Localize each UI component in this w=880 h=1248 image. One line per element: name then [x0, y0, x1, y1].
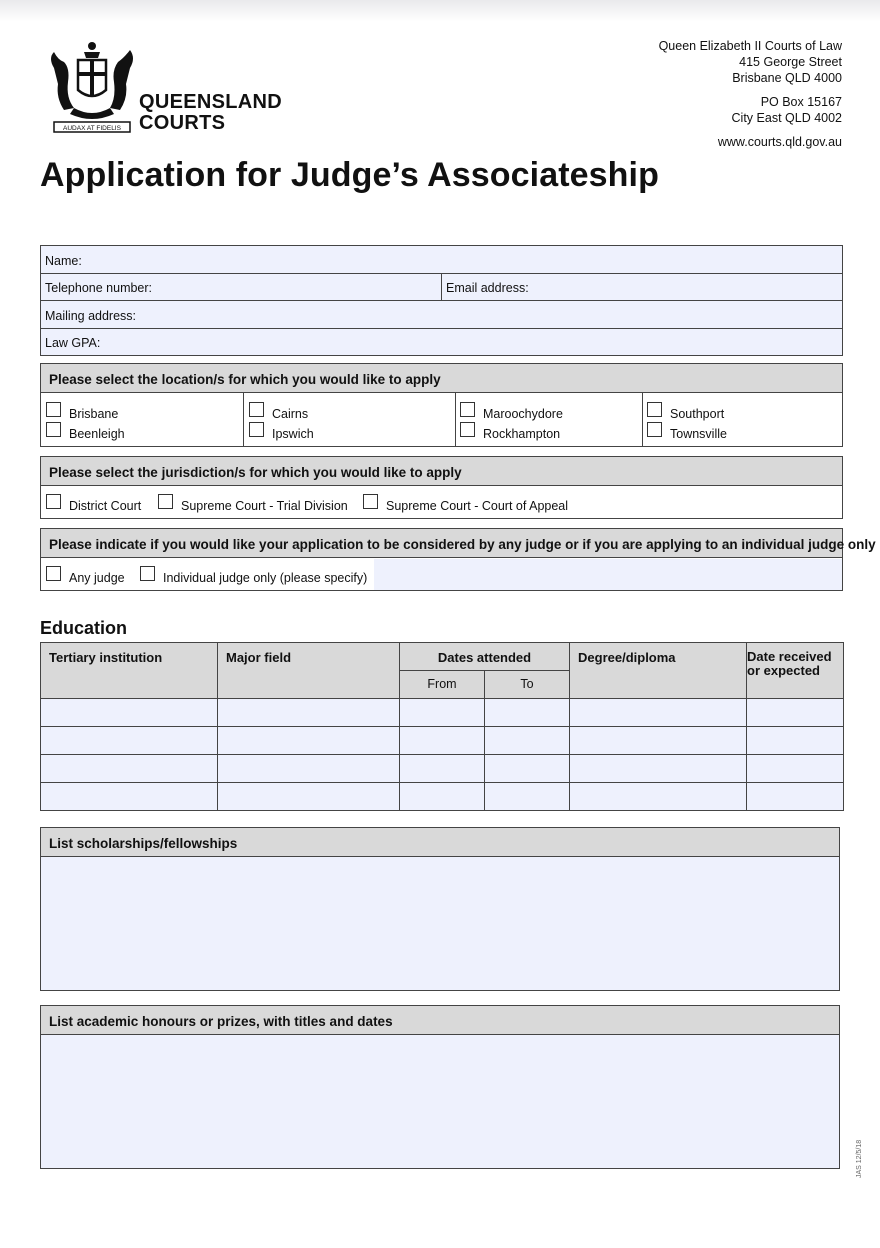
- table-cell[interactable]: [218, 755, 400, 783]
- table-cell[interactable]: [41, 699, 218, 727]
- table-cell[interactable]: [570, 699, 747, 727]
- postal-line: City East QLD 4002: [731, 111, 842, 125]
- checkbox-supreme-trial[interactable]: [158, 494, 173, 509]
- gpa-label: Law GPA:: [45, 336, 101, 350]
- option-maroochydore: Maroochydore: [483, 407, 563, 421]
- table-row: [41, 699, 844, 727]
- honours-heading: List academic honours or prizes, with titles and dates: [41, 1006, 839, 1035]
- education-table: [40, 642, 844, 811]
- table-cell[interactable]: [218, 783, 400, 811]
- option-supreme-appeal: Supreme Court - Court of Appeal: [386, 499, 569, 513]
- locations-box: [40, 363, 843, 447]
- table-cell[interactable]: [747, 783, 844, 811]
- judge-preference-heading: Please indicate if you would like your application to be considered by any judge or if you are applying to an individual judge only: [41, 529, 842, 558]
- telephone-email-row: [41, 274, 842, 301]
- queensland-crest-icon: [44, 38, 140, 134]
- top-shade: [0, 0, 880, 22]
- document-reference: JAS 12/5/18: [856, 1139, 863, 1178]
- table-cell[interactable]: [747, 755, 844, 783]
- col-dates: Dates attended: [400, 643, 570, 671]
- option-any-judge: Any judge: [69, 571, 125, 585]
- option-southport: Southport: [670, 407, 725, 421]
- judge-preference-box: [40, 528, 876, 591]
- education-heading: Education: [40, 618, 128, 638]
- table-cell[interactable]: [747, 727, 844, 755]
- address-line: 415 George Street: [739, 55, 842, 69]
- option-ipswich: Ipswich: [272, 427, 314, 441]
- table-cell[interactable]: [570, 727, 747, 755]
- option-rockhampton: Rockhampton: [483, 427, 561, 441]
- checkbox-ipswich[interactable]: [249, 422, 264, 437]
- table-cell[interactable]: [570, 755, 747, 783]
- checkbox-brisbane[interactable]: [46, 402, 61, 417]
- col-to: To: [485, 671, 570, 699]
- table-cell[interactable]: [400, 699, 485, 727]
- col-from: From: [400, 671, 485, 699]
- page-title: Application for Judge’s Associateship: [40, 156, 659, 194]
- checkbox-cairns[interactable]: [249, 402, 264, 417]
- logo-wordmark: [139, 92, 282, 134]
- locations-heading: Please select the location/s for which you would like to apply: [41, 364, 842, 393]
- table-row: [41, 727, 844, 755]
- checkbox-rockhampton[interactable]: [460, 422, 475, 437]
- scholarships-box: [40, 827, 840, 991]
- email-label: Email address:: [446, 281, 529, 295]
- address-line: Brisbane QLD 4000: [732, 71, 842, 85]
- mailing-address-field[interactable]: [41, 301, 842, 329]
- table-cell[interactable]: [41, 783, 218, 811]
- col-received: Date received or expected: [747, 643, 844, 699]
- table-cell[interactable]: [485, 727, 570, 755]
- option-cairns: Cairns: [272, 407, 309, 421]
- checkbox-beenleigh[interactable]: [46, 422, 61, 437]
- email-field[interactable]: [442, 274, 842, 300]
- scholarships-field[interactable]: [41, 857, 839, 990]
- honours-box: [40, 1005, 840, 1169]
- col-major: Major field: [218, 643, 400, 699]
- option-individual-judge: Individual judge only (please specify): [163, 571, 368, 585]
- checkbox-individual-judge[interactable]: [140, 566, 155, 581]
- table-cell[interactable]: [218, 727, 400, 755]
- logo-line-1: QUEENSLAND: [139, 91, 283, 113]
- table-cell[interactable]: [485, 755, 570, 783]
- table-cell[interactable]: [400, 755, 485, 783]
- table-cell[interactable]: [41, 755, 218, 783]
- checkbox-maroochydore[interactable]: [460, 402, 475, 417]
- name-label: Name:: [45, 254, 82, 268]
- logo-line-2: COURTS: [139, 112, 226, 134]
- option-district-court: District Court: [69, 499, 142, 513]
- telephone-label: Telephone number:: [45, 281, 153, 295]
- honours-field[interactable]: [41, 1035, 839, 1168]
- telephone-field[interactable]: [41, 274, 441, 300]
- checkbox-southport[interactable]: [647, 402, 662, 417]
- table-cell[interactable]: [41, 727, 218, 755]
- scholarships-heading: List scholarships/fellowships: [41, 828, 839, 857]
- table-cell[interactable]: [485, 699, 570, 727]
- checkbox-supreme-appeal[interactable]: [363, 494, 378, 509]
- court-address: [659, 38, 842, 150]
- option-brisbane: Brisbane: [69, 407, 119, 421]
- jurisdictions-box: [40, 456, 843, 519]
- col-degree: Degree/diploma: [570, 643, 747, 699]
- checkbox-district-court[interactable]: [46, 494, 61, 509]
- table-cell[interactable]: [570, 783, 747, 811]
- table-cell[interactable]: [400, 783, 485, 811]
- law-gpa-field[interactable]: [41, 329, 842, 355]
- personal-details-box: [40, 245, 843, 356]
- option-townsville: Townsville: [670, 427, 727, 441]
- postal-line: PO Box 15167: [760, 95, 842, 109]
- crest-motto: AUDAX AT FIDELIS: [63, 125, 121, 132]
- table-cell[interactable]: [400, 727, 485, 755]
- checkbox-any-judge[interactable]: [46, 566, 61, 581]
- jurisdictions-heading: Please select the jurisdiction/s for which you would like to apply: [41, 457, 842, 486]
- col-institution: Tertiary institution: [41, 643, 218, 699]
- individual-judge-specify-field[interactable]: [374, 559, 842, 590]
- mailing-label: Mailing address:: [45, 309, 137, 323]
- option-beenleigh: Beenleigh: [69, 427, 125, 441]
- table-cell[interactable]: [218, 699, 400, 727]
- address-line: Queen Elizabeth II Courts of Law: [658, 39, 842, 53]
- table-row: [41, 755, 844, 783]
- website-link[interactable]: www.courts.qld.gov.au: [717, 135, 842, 149]
- table-cell[interactable]: [747, 699, 844, 727]
- name-field[interactable]: [41, 246, 842, 274]
- option-supreme-trial: Supreme Court - Trial Division: [181, 499, 348, 513]
- table-cell[interactable]: [485, 783, 570, 811]
- table-row: [41, 783, 844, 811]
- checkbox-townsville[interactable]: [647, 422, 662, 437]
